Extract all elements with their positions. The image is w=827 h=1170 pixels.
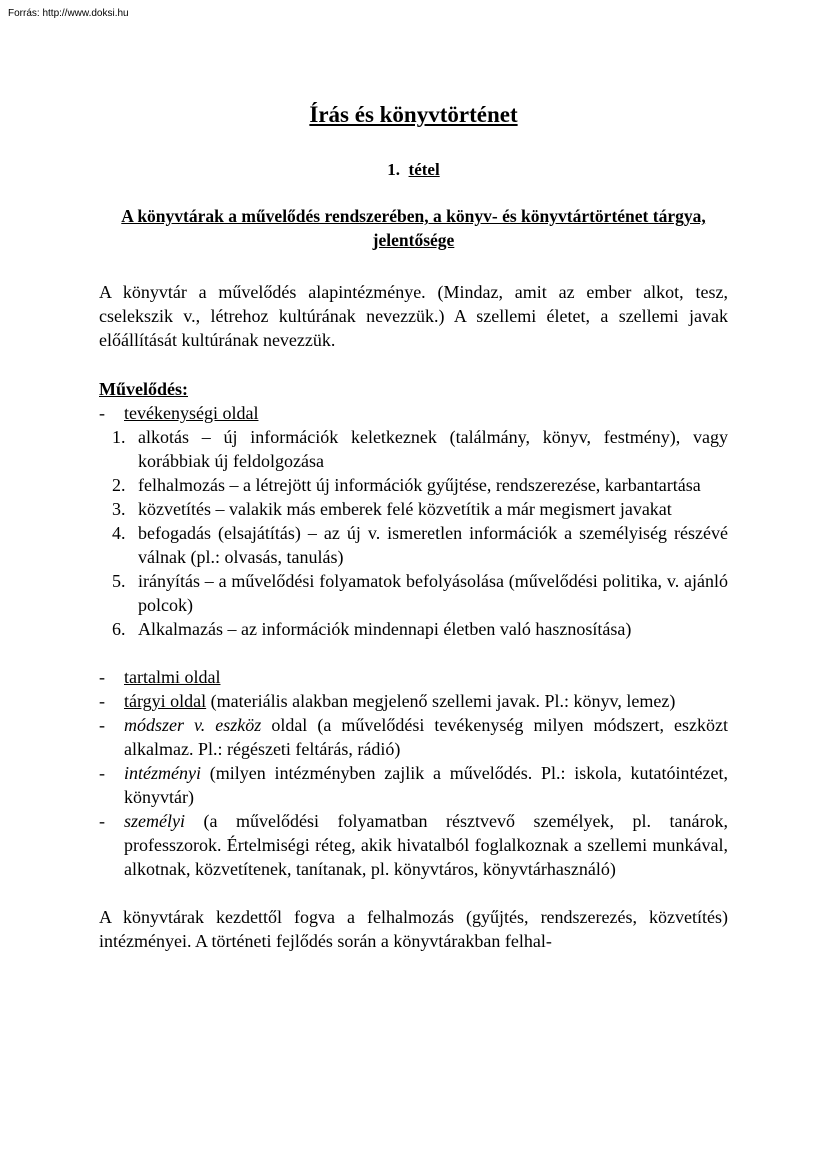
activity-side-label: tevékenységi oldal (124, 403, 259, 423)
side-item (99, 713, 728, 761)
side-term: intézményi (124, 763, 201, 783)
list-number: 6. (112, 619, 126, 639)
list-item (99, 569, 728, 617)
activity-side-item (99, 401, 728, 425)
dash-marker: - (99, 691, 105, 711)
list-text: irányítás – a művelődési folyamatok befolyásolása (művelődési politika, v. ajánló polcok) (138, 571, 728, 615)
side-item (99, 809, 728, 881)
list-item (99, 617, 728, 641)
list-number: 5. (112, 571, 126, 591)
intro-paragraph: A könyvtár a művelődés alapintézménye. (Mindaz, amit az ember alkot, tesz, cselekszik v., létrehoz kultúrának nevezzük.) A szellemi életet, a szellemi javak előállítását kultúrának nevezzük. (99, 282, 728, 350)
dash-marker: - (99, 763, 105, 783)
closing-paragraph: A könyvtárak kezdettől fogva a felhalmozás (gyűjtés, rendszerezés, közvetítés) intézményei. A történeti fejlődés során a könyvtárakban felhal- (99, 907, 728, 951)
topic-heading: A könyvtárak a művelődés rendszerében, a könyv- és könyvtártörténet tárgya, jelentősége (121, 206, 706, 250)
list-text: befogadás (elsajátítás) – az új v. ismeretlen információk a személyiség részévé válnak (pl.: olvasás, tanulás) (138, 523, 728, 567)
dash-marker: - (99, 403, 105, 423)
side-description: (materiális alakban megjelenő szellemi javak. Pl.: könyv, lemez) (206, 691, 676, 711)
list-text: Alkalmazás – az információk mindennapi életben való hasznosítása) (138, 619, 632, 639)
list-text: alkotás – új információk keletkeznek (találmány, könyv, festmény), vagy korábbiak új feldolgozása (138, 427, 728, 471)
side-description: (milyen intézményben zajlik a művelődés. Pl.: iskola, kutatóintézet, könyvtár) (124, 763, 728, 807)
list-number: 3. (112, 499, 126, 519)
list-item (99, 521, 728, 569)
side-item (99, 689, 728, 713)
tetel-number: 1. (387, 160, 401, 179)
side-term: módszer v. eszköz (124, 715, 262, 735)
list-item (99, 473, 728, 497)
side-term: tárgyi oldal (124, 691, 207, 711)
side-item (99, 761, 728, 809)
tetel-label: tétel (408, 160, 440, 179)
side-description: oldal (a művelődési tevékenység milyen módszert, eszközt alkalmaz. Pl.: régészeti feltárás, rádió) (124, 715, 728, 759)
list-item (99, 425, 728, 473)
source-label: Forrás: http://www.doksi.hu (8, 8, 129, 19)
list-number: 1. (112, 427, 126, 447)
muvelodes-heading: Művelődés: (99, 379, 188, 399)
dash-marker: - (99, 715, 105, 735)
document-body (99, 96, 728, 953)
list-item (99, 497, 728, 521)
list-number: 4. (112, 523, 126, 543)
dash-marker: - (99, 811, 105, 831)
side-description: (a művelődési folyamatban résztvevő személyek, pl. tanárok, professzorok. Értelmiségi réteg, akik hivatalból foglalkoznak a szellemi munkával, alkotnak, közvetítenek, tanítanak, pl. könyvtáros, könyvtárhasználó) (124, 811, 728, 879)
activity-list (99, 425, 728, 641)
list-text: közvetítés – valakik más emberek felé közvetítik a már megismert javakat (138, 499, 672, 519)
list-number: 2. (112, 475, 126, 495)
side-item (99, 665, 728, 689)
list-text: felhalmozás – a létrejött új információk gyűjtése, rendszerezése, karbantartása (138, 475, 701, 495)
dash-marker: - (99, 667, 105, 687)
side-term: tartalmi oldal (124, 667, 221, 687)
document-title: Írás és könyvtörténet (309, 102, 518, 127)
section-number (99, 158, 728, 182)
side-term: személyi (124, 811, 185, 831)
spacer (99, 641, 728, 665)
